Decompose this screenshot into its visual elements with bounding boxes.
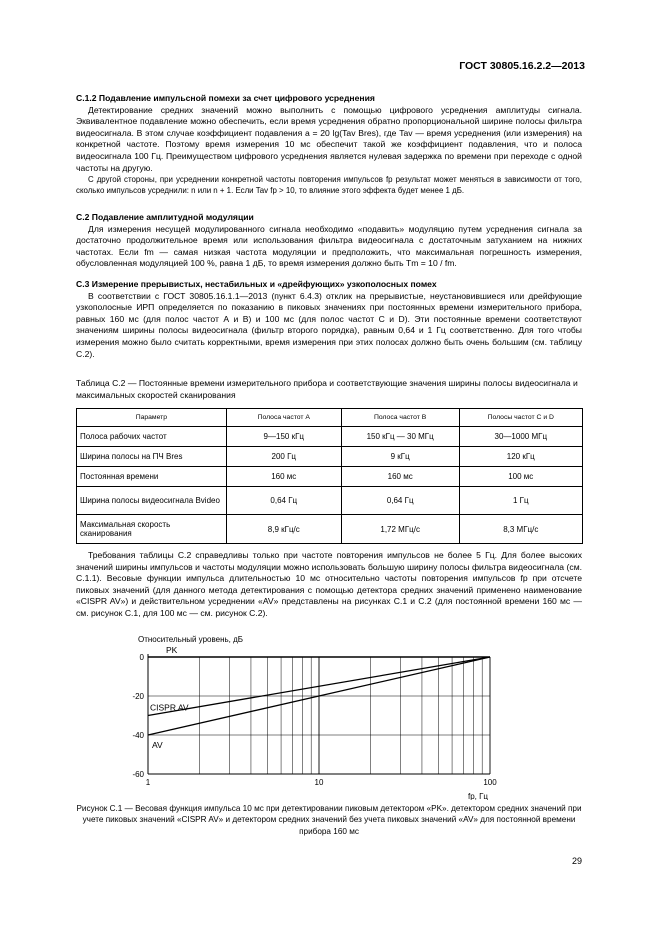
table-cell: Постоянная времени bbox=[77, 467, 227, 487]
table-cell: Ширина полосы видеосигнала Bvideo bbox=[77, 487, 227, 515]
table-cell: 9 кГц bbox=[341, 447, 459, 467]
table-row bbox=[77, 427, 583, 447]
table-cell: 160 мс bbox=[341, 467, 459, 487]
x-axis-label: fp, Гц bbox=[467, 792, 488, 800]
table-cell: 160 мс bbox=[226, 467, 341, 487]
table-row bbox=[77, 447, 583, 467]
table-c2 bbox=[76, 408, 583, 544]
table-cell: 1,72 МГц/с bbox=[341, 515, 459, 544]
y-axis-label: Относительный уровень, дБ bbox=[138, 635, 244, 644]
figure-caption: Рисунок С.1 — Весовая функция импульса 10 мс при детектировании пиковым детектором «PK». детектором средних значений при учете пиковых значений «CISPR AV» и детектором средних значений без учета пиковых значений «AV» для постоянной времени прибора 160 мс bbox=[76, 804, 582, 836]
table-cell: Максимальная скорость сканирования bbox=[77, 515, 227, 544]
after-table-paragraph-wrap bbox=[76, 550, 582, 620]
x-tick-label: 100 bbox=[483, 778, 497, 787]
table-caption: Таблица С.2 — Постоянные времени измерительного прибора и соответствующие значения ширины полосы видеосигнала и максимальных скоростей сканирования bbox=[76, 378, 578, 400]
section-c3 bbox=[76, 279, 582, 360]
table-row bbox=[77, 487, 583, 515]
table-cell: 30—1000 МГц bbox=[459, 427, 582, 447]
y-tick-label: -20 bbox=[132, 692, 144, 701]
y-tick-label: 0 bbox=[139, 653, 144, 662]
after-table-paragraph: Требования таблицы С.2 справедливы только при частоте повторения импульсов не более 5 Гц. Для более высоких значений ширины импульсов и частоты модуляции можно использовать большую ширину полосы фильтра видеосигнала (см. С.1.1). Весовые функции импульса длительностью 10 мс относительно частоты повторения импульсов fp при отсчете пиковых значений (для данного метода детектирования с помощью детектора средних значений применено наименование «CISPR AV») и действительном усреднении «AV» представлены на рисунках С.1 и С.2 (для постоянной времени 160 мс — см. рисунок С.1, для 100 мс — см. рисунок С.2). bbox=[76, 550, 582, 618]
x-tick-label: 1 bbox=[145, 778, 151, 787]
table-row bbox=[77, 515, 583, 544]
section-c2-title: С.2 Подавление амплитудной модуляции bbox=[76, 212, 254, 222]
series-label: CISPR AV bbox=[150, 702, 189, 713]
section-c3-paragraph-1: В соответствии с ГОСТ 30805.16.1.1—2013 (пункт 6.4.3) отклик на прерывистые, неустановившиеся или дрейфующие узкополосные ИРП определяется по показанию в пиковых значениях при постоянных времени измерительного прибора, равных 160 мс (для полос частот А и В) и 100 мс (для полос частот С и D). Эти постоянные времени соответствуют значениям ширины полосы видеосигнала (фильтр второго порядка), равным 0,64 и 1 Гц соответственно. Для того чтобы измерения можно было считать корректными, время измерения при этих полосах должно быть очень большим (см. таблицу С.2). bbox=[76, 290, 582, 359]
table-header-cell: Полоса частот В bbox=[341, 409, 459, 427]
table-cell: Ширина полосы на ПЧ Bres bbox=[77, 447, 227, 467]
table-cell: 120 кГц bbox=[459, 447, 582, 467]
section-c12-paragraph-1: Детектирование средних значений можно выполнить с помощью цифрового усреднения амплитуды сигнала. Эквивалентное подавление можно обеспечить, если время усреднения обратно пропорциональной ширине полосы фильтра видеосигнала. В этом случае коэффициент подавления a = 20 lg(Tav Bres), где Tav — время усреднения (или измерения) на конкретной частоте. Поэтому время измерения 10 мс обеспечит такой же коэффициент подавления, что и полоса видеосигнала 100 Гц. Преимуществом цифрового усреднения является нулевая задержка по времени при переходе с одной частоты на другую. bbox=[76, 104, 582, 173]
table-cell: 200 Гц bbox=[226, 447, 341, 467]
table-cell: 0,64 Гц bbox=[226, 487, 341, 515]
table-row bbox=[77, 467, 583, 487]
page-number: 29 bbox=[571, 856, 582, 866]
figure-c1-chart bbox=[120, 628, 520, 800]
table-cell: 1 Гц bbox=[459, 487, 582, 515]
table-cell: 0,64 Гц bbox=[341, 487, 459, 515]
table-cell: Полоса рабочих частот bbox=[77, 427, 227, 447]
series-label: AV bbox=[152, 739, 163, 750]
table-header-cell: Полосы частот С и D bbox=[459, 409, 582, 427]
x-tick-label: 10 bbox=[314, 778, 324, 787]
table-cell: 150 кГц — 30 МГц bbox=[341, 427, 459, 447]
standard-header: ГОСТ 30805.16.2.2—2013 bbox=[459, 60, 585, 72]
section-c2 bbox=[76, 212, 582, 270]
y-tick-label: -60 bbox=[132, 770, 144, 779]
y-tick-label: -40 bbox=[132, 731, 144, 740]
series-label: PK bbox=[166, 645, 178, 655]
table-cell: 8,3 МГц/с bbox=[459, 515, 582, 544]
table-cell: 100 мс bbox=[459, 467, 582, 487]
section-c12-title: С.1.2 Подавление импульсной помехи за счет цифрового усреднения bbox=[76, 93, 375, 103]
section-c12 bbox=[76, 93, 582, 196]
section-c3-title: С.3 Измерение прерывистых, нестабильных и «дрейфующих» узкополосных помех bbox=[76, 279, 437, 289]
table-cell: 9—150 кГц bbox=[226, 427, 341, 447]
section-c2-paragraph-1: Для измерения несущей модулированного сигнала необходимо «подавить» модуляцию путем усреднения сигнала за достаточно продолжительное время или использования фильтра видеосигнала с достаточным затуханием на нижних частотах. Если fm — самая низкая частота модуляции и предположить, что максимальная погрешность измерения, обусловленная модуляцией 100 %, равна 1 дБ, то время измерения должно быть Tm = 10 / fm. bbox=[76, 223, 582, 269]
table-cell: 8,9 кГц/с bbox=[226, 515, 341, 544]
section-c12-paragraph-2: С другой стороны, при усреднении конкретной частоты повторения импульсов fp результат может меняться в зависимости от того, сколько импульсов усреднили: n или n + 1. Если Tav fp > 10, то влияние этого эффекта будет менее 1 дБ. bbox=[76, 175, 582, 196]
table-header-cell: Полоса частот А bbox=[226, 409, 341, 427]
table-header-cell: Параметр bbox=[77, 409, 227, 427]
